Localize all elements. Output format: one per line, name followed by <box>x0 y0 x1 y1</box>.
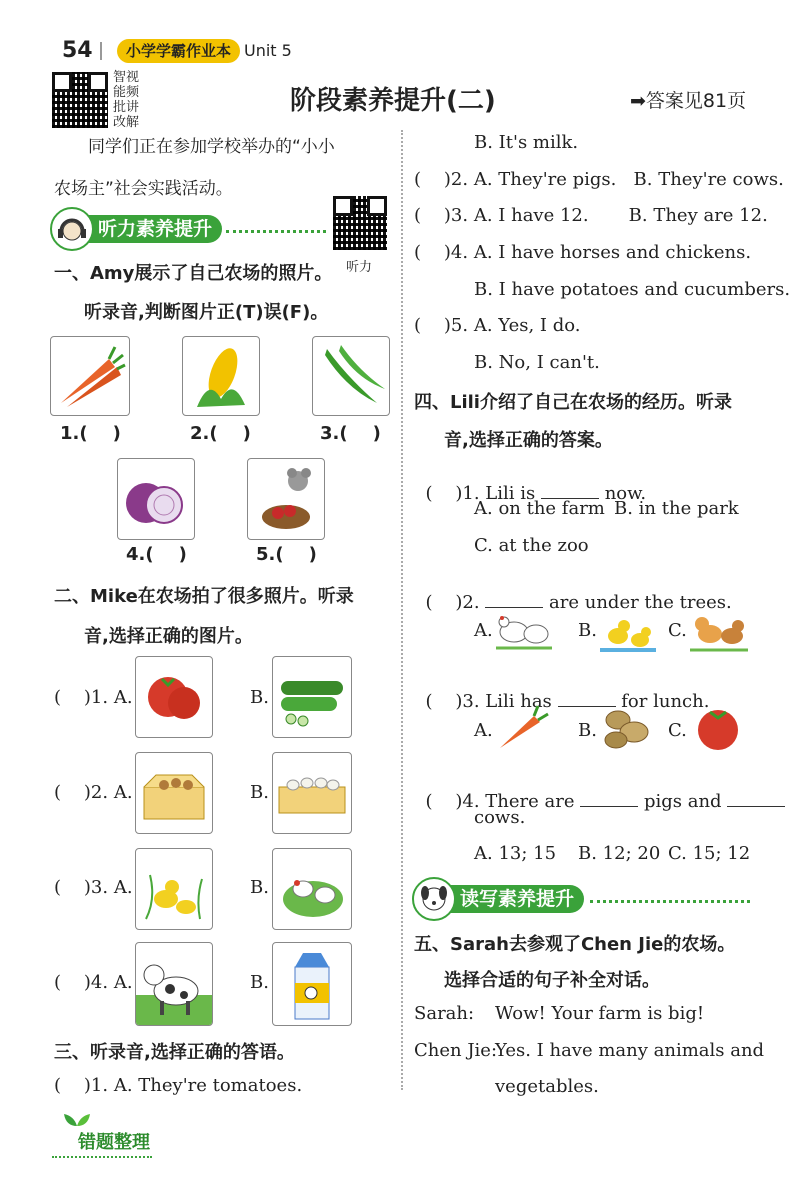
tomato-icon[interactable] <box>690 702 746 754</box>
footer-dots <box>52 1156 152 1158</box>
part4-q4-tail: cows. <box>474 807 526 828</box>
part3-q1-a[interactable]: ( )1. A. They're tomatoes. <box>54 1075 303 1096</box>
part2-row-2-b[interactable]: B. <box>250 782 269 803</box>
page-number: 54 <box>62 38 93 63</box>
dialog-speaker-1: Sarah: <box>414 1003 475 1024</box>
part4-q1-opt-b[interactable]: B. in the park <box>614 498 739 519</box>
part3-q5-b[interactable]: B. No, I can't. <box>474 352 600 373</box>
qr-caption: 智视 能频 批讲 改解 <box>113 70 140 130</box>
egg-box-picture[interactable] <box>272 752 352 834</box>
hens-icon[interactable] <box>492 602 556 654</box>
listening-qr-caption: 听力 <box>346 260 373 275</box>
part4-q1[interactable]: ( )1. Lili is now. <box>425 483 647 504</box>
part3-q4-b[interactable]: B. I have potatoes and cucumbers. <box>474 279 791 300</box>
part4-q2-opt-a[interactable]: A. <box>474 620 493 641</box>
leaf-icon <box>62 1112 92 1128</box>
part4-instruction: 音,选择正确的答案。 <box>444 430 613 451</box>
column-divider <box>401 130 403 1090</box>
part2-row-4-b[interactable]: B. <box>250 972 269 993</box>
part1-item-4[interactable]: 4.( ) <box>126 544 187 565</box>
part3-q4-a[interactable]: ( )4. A. I have horses and chickens. <box>414 242 752 263</box>
part4-q4-opt-a[interactable]: A. 13; 15 <box>474 843 557 864</box>
mouse-basket-picture <box>247 458 325 540</box>
part1-item-2[interactable]: 2.( ) <box>190 423 251 444</box>
onion-picture <box>117 458 195 540</box>
dog-icon <box>412 877 456 921</box>
part4-q3[interactable]: ( )3. Lili has for lunch. <box>425 691 710 712</box>
part2-row-1-label[interactable]: ( )1. A. <box>54 687 133 708</box>
dialog-speaker-2: Chen Jie: <box>414 1040 498 1061</box>
part5-heading: 五、Sarah去参观了Chen Jie的农场。 <box>414 934 736 955</box>
intro-line-1: 同学们正在参加学校举办的“小小 <box>88 137 335 157</box>
cucumber-picture[interactable] <box>272 656 352 738</box>
part4-q4-opt-b[interactable]: B. 12; 20 <box>578 843 661 864</box>
page-title: 阶段素养提升(二) <box>290 86 496 116</box>
listening-qr-icon[interactable] <box>333 196 387 250</box>
ducks-icon[interactable] <box>598 606 658 654</box>
cow-picture[interactable] <box>135 942 213 1026</box>
part4-q2[interactable]: ( )2. are under the trees. <box>425 592 732 613</box>
part3-q2[interactable]: ( )2. A. They're pigs. B. They're cows. <box>414 169 784 190</box>
part4-heading: 四、Lili介绍了自己在农场的经历。听录 <box>414 392 732 413</box>
part3-heading: 三、听录音,选择正确的答语。 <box>54 1042 295 1063</box>
part2-row-4-label[interactable]: ( )4. A. <box>54 972 133 993</box>
part1-instruction: 听录音,判断图片正(T)误(F)。 <box>84 302 329 323</box>
series-badge: 小学学霸作业本 <box>117 39 240 63</box>
peas-picture <box>312 336 390 416</box>
potatoes-icon[interactable] <box>598 702 654 754</box>
part1-item-3[interactable]: 3.( ) <box>320 423 381 444</box>
part4-q4-opt-c[interactable]: C. 15; 12 <box>668 843 751 864</box>
ducks-picture[interactable] <box>135 848 213 930</box>
tomato-picture[interactable] <box>135 656 213 738</box>
blank-line[interactable] <box>580 806 638 807</box>
part4-q1-opt-a[interactable]: A. on the farm <box>474 498 605 519</box>
mistake-notes-label: 错题整理 <box>78 1132 150 1153</box>
part4-q3-opt-b[interactable]: B. <box>578 720 597 741</box>
part1-item-1[interactable]: 1.( ) <box>60 423 121 444</box>
dialog-line-2: Yes. I have many animals and <box>495 1040 765 1061</box>
part4-q2-opt-c[interactable]: C. <box>668 620 687 641</box>
unit-label: Unit 5 <box>244 41 292 60</box>
part2-row-3-b[interactable]: B. <box>250 877 269 898</box>
part4-q3-opt-a[interactable]: A. <box>474 720 493 741</box>
part4-q3-opt-c[interactable]: C. <box>668 720 687 741</box>
banner-dots <box>226 230 326 233</box>
potato-box-picture[interactable] <box>135 752 213 834</box>
milk-carton-picture[interactable] <box>272 942 352 1026</box>
carrot-icon[interactable] <box>494 702 550 754</box>
answer-reference: ➡答案见81页 <box>630 90 747 112</box>
part2-row-3-label[interactable]: ( )3. A. <box>54 877 133 898</box>
part5-instruction: 选择合适的句子补全对话。 <box>444 970 660 991</box>
part2-heading: 二、Mike在农场拍了很多照片。听录 <box>54 586 354 607</box>
corn-picture <box>182 336 260 416</box>
dialog-line-3: vegetables. <box>495 1076 599 1097</box>
part2-instruction: 音,选择正确的图片。 <box>84 626 253 647</box>
part2-row-2-label[interactable]: ( )2. A. <box>54 782 133 803</box>
part3-q3[interactable]: ( )3. A. I have 12. B. They are 12. <box>414 205 768 226</box>
part3-q1-b[interactable]: B. It's milk. <box>474 132 579 153</box>
intro-line-2: 农场主”社会实践活动。 <box>54 179 233 199</box>
part4-q4[interactable]: ( )4. There are pigs and <box>414 770 785 812</box>
part4-q1-opt-c[interactable]: C. at the zoo <box>474 535 589 556</box>
dialog-line-1: Wow! Your farm is big! <box>495 1003 705 1024</box>
part4-q2-opt-b[interactable]: B. <box>578 620 597 641</box>
part1-heading: 一、Amy展示了自己农场的照片。 <box>54 263 333 284</box>
qr-code-icon[interactable] <box>52 72 108 128</box>
part3-q5-a[interactable]: ( )5. A. Yes, I do. <box>414 315 581 336</box>
headphones-icon <box>50 207 94 251</box>
header-divider <box>100 42 102 60</box>
banner-dots <box>590 900 750 903</box>
part2-row-1-b[interactable]: B. <box>250 687 269 708</box>
hens-picture[interactable] <box>272 848 352 930</box>
blank-line[interactable] <box>727 806 785 807</box>
cats-icon[interactable] <box>688 602 750 654</box>
listening-section-banner: 听力素养提升 <box>52 215 222 243</box>
carrot-picture <box>50 336 130 416</box>
reading-section-banner: 读写素养提升 <box>414 885 584 913</box>
part1-item-5[interactable]: 5.( ) <box>256 544 317 565</box>
